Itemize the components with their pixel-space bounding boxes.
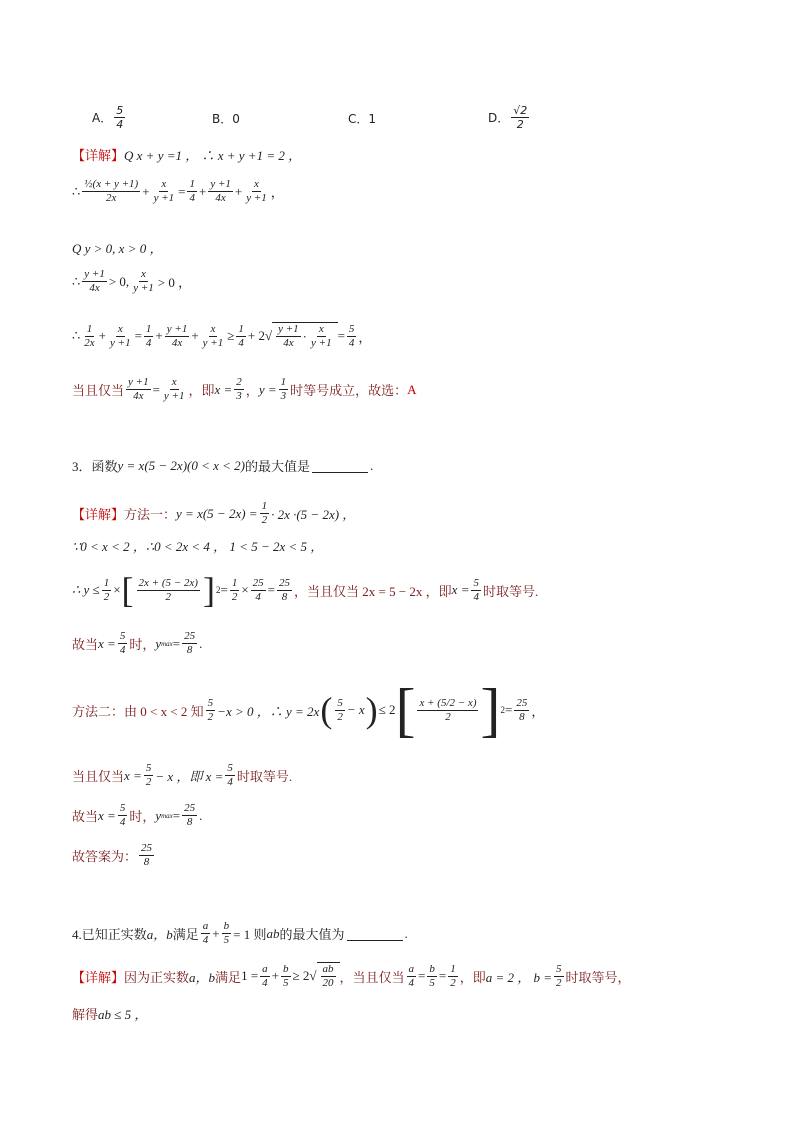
q2-line5: ∴ $\frac{1}{2x}$ + $\frac{x}{y +1}$ = $\frac{1}{4}$ + $\frac{y +1}{4x}$ + $\frac{x}{y +1}$ ≥ $\frac{1}{4}$ + 2 √ $\frac{y +1}{4x}$ · $\frac{x}{y +1}$ = $\frac{5}{4}$ ，	[72, 322, 372, 349]
option-c-label: C．	[348, 112, 369, 126]
q3-answer-blank	[312, 458, 368, 473]
q2-final-prefix: 当且仅当	[72, 383, 125, 398]
q4-detail-line: 【详解】 因为正实数 a，b 满足 1 = $\frac{a}{4}$ + $\frac{b}{5}$ ≥ 2 √ $\frac{ab}{20}$ ，当且仅当 $\frac{a}{4}$ = $\frac{b}{5}$ = $\frac{1}{2}$ ，即 a = 2 ， b = $\frac{5}{2}$ 时取等号，	[72, 962, 631, 989]
q3-stem-formula: y = x(5 − 2x)(0 < x < 2)	[117, 457, 246, 473]
q3-line6: 当且仅当 x = $\frac{5}{2}$ − x ，即 x = $\frac{5}{4}$ 时取等号.	[72, 762, 293, 788]
option-b-label: B．	[212, 112, 233, 126]
q2-answer: A	[407, 381, 417, 397]
q3-stem: 3．函数 y = x(5 − 2x)(0 < x < 2) 的最大值是 .	[72, 457, 374, 474]
q2-line2: ∴ $\frac{\text{½(x + y +1)}}{2x}$ + $\frac{x}{y +1}$ = $\frac{1}{4}$ + $\frac{y +1}{4x}$ + $\frac{x}{y +1}$ ，	[72, 178, 284, 204]
q4-answer-blank	[347, 926, 403, 941]
option-a	[92, 104, 127, 131]
q3-line4: 故当 x = $\frac{5}{4}$ 时， y max = $\frac{25}{8}$ .	[72, 630, 203, 656]
q3-stem-suffix: 的最大值是	[245, 459, 311, 474]
q4-stem: 4.已知正实数 a，b 满足 $\frac{a}{4}$ + $\frac{b}{5}$ = 1 则 ab 的最大值为 .	[72, 920, 408, 946]
option-a-label: A．	[92, 111, 113, 125]
option-a-fraction: $\frac{5}{4}$	[116, 104, 124, 131]
q3-line2: ∵0 < x < 2 ，∴0 < 2x < 4 ， 1 < 5 − 2x < 5 ，	[72, 539, 324, 554]
option-d	[488, 104, 531, 131]
option-c	[348, 110, 376, 127]
q3-method2-line: 方法二：由 0 < x < 2 知 $\frac{5}{2}$ −x > 0 ，∴ y = 2x ( $\frac{5}{2}$ − x ) ≤ 2 [ $\frac{x + (5/2 - x)}{2}$ ] 2 = $\frac{25}{8}$ ，	[72, 677, 545, 743]
q3-method1-line: 【详解】 方法一： y = x(5 − 2x) = $\frac{1}{2}$ · 2x ·(5 − 2x) ，	[72, 500, 356, 526]
q3-stem-prefix: 3．函数	[72, 459, 118, 474]
q2-line4: ∴ $\frac{y +1}{4x}$ > 0, $\frac{x}{y +1}$ > 0 ，	[72, 268, 192, 294]
q3-line7: 故当 x = $\frac{5}{4}$ 时， y max = $\frac{25}{8}$ .	[72, 802, 203, 828]
option-d-fraction: $\frac{√2}{2}$	[513, 104, 528, 131]
option-b-value: 0	[232, 111, 240, 126]
q3-answer-line: 故答案为： $\frac{25}{8}$	[72, 842, 153, 868]
option-b	[212, 110, 240, 127]
option-c-value: 1	[368, 111, 377, 126]
q4-solve-line: 解得 ab ≤ 5 ，	[72, 1007, 148, 1022]
q2-final-line: 当且仅当 $\frac{y +1}{4x}$ = $\frac{x}{y +1}$ ，即 x = $\frac{2}{3}$ ， y = $\frac{1}{3}$ 时等号成立，故选： A	[72, 376, 417, 402]
option-d-label: D．	[488, 111, 510, 125]
q2-detail-tag: 【详解】	[72, 148, 125, 163]
q3-line3: ∴ y ≤ $\frac{1}{2}$ × [ $\frac{2x + (5 - 2x)}{2}$ ] 2 = $\frac{1}{2}$ × $\frac{25}{4}$ = $\frac{25}{8}$ ，当且仅当 2x = 5 − 2x ，即 x = $\frac{5}{4}$ 时取等号.	[72, 570, 539, 610]
q2-line1-text: Q x + y =1 ， ∴ x + y +1 = 2 ，	[124, 148, 302, 163]
q2-line3: Q y > 0, x > 0 ，	[72, 241, 163, 256]
q2-detail-line1	[72, 145, 301, 164]
